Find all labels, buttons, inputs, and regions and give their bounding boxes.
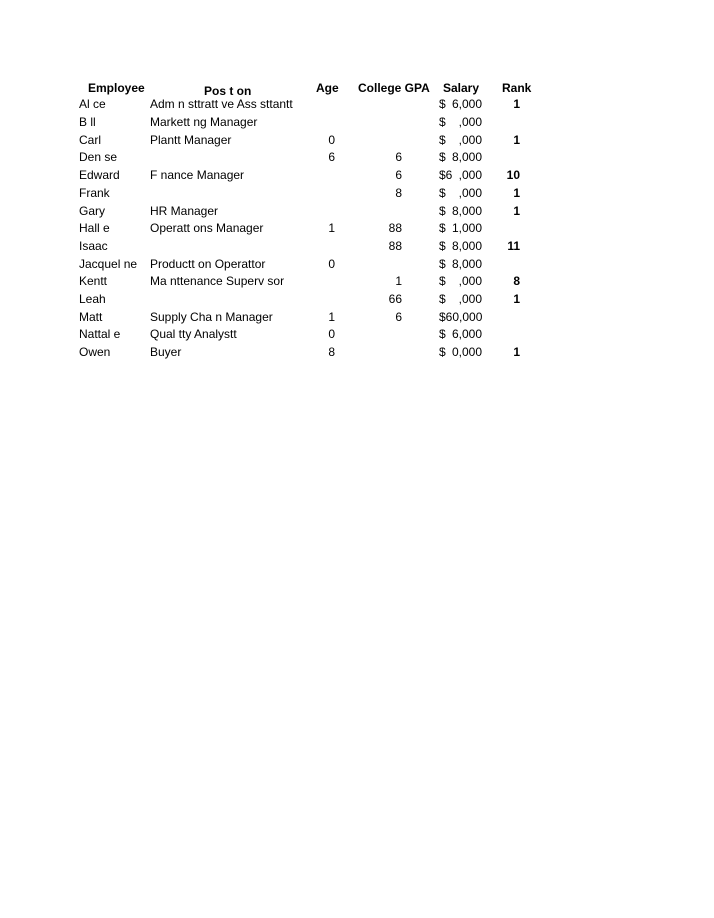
table-row: [0, 326, 714, 343]
employee-name-cell: Den se: [79, 150, 118, 164]
header-rank: Rank: [502, 81, 532, 95]
rank-cell: 1: [513, 133, 520, 147]
salary-currency-cell: $: [439, 327, 446, 341]
salary-currency-cell: $: [439, 274, 446, 288]
employee-name-cell: Carl: [79, 133, 102, 147]
rank-cell: 1: [513, 97, 520, 111]
college-gpa-cell: 66: [388, 292, 402, 306]
header-age: Age: [316, 81, 339, 95]
salary-amount-cell: 1,000: [451, 221, 482, 235]
salary-currency-cell: $6: [439, 168, 453, 182]
salary-currency-cell: $: [439, 292, 446, 306]
position-cell: Supply Cha n Manager: [150, 310, 273, 324]
table-row: [0, 273, 714, 290]
college-gpa-cell: 1: [395, 274, 402, 288]
age-cell: 0: [328, 257, 335, 271]
salary-amount-cell: ,000: [458, 274, 482, 288]
age-cell: 1: [328, 310, 335, 324]
rank-cell: 1: [513, 186, 520, 200]
position-cell: Markett ng Manager: [150, 115, 258, 129]
employee-name-cell: Nattal e: [79, 327, 121, 341]
table-row: [0, 344, 714, 361]
salary-amount-cell: 0,000: [451, 345, 482, 359]
table-row: [0, 238, 714, 255]
position-cell: Operatt ons Manager: [150, 221, 264, 235]
header-salary: Salary: [443, 81, 480, 95]
table-row: [0, 256, 714, 273]
college-gpa-cell: 6: [395, 150, 402, 164]
salary-amount-cell: 8,000: [451, 150, 482, 164]
position-cell: Plantt Manager: [150, 133, 232, 147]
position-cell: Productt on Operattor: [150, 257, 266, 271]
rank-cell: 1: [513, 345, 520, 359]
position-cell: Qual tty Analystt: [150, 327, 237, 341]
salary-amount-cell: ,000: [458, 168, 482, 182]
header-college-gpa: College GPA: [358, 81, 430, 95]
table-row: [0, 149, 714, 166]
rank-cell: 11: [507, 239, 520, 253]
table-row: [0, 114, 714, 131]
salary-currency-cell: $: [439, 345, 446, 359]
salary-amount-cell: 8,000: [451, 257, 482, 271]
employee-name-cell: Kentt: [79, 274, 108, 288]
salary-currency-cell: $60,000: [439, 310, 483, 324]
college-gpa-cell: 6: [395, 310, 402, 324]
position-cell: Ma nttenance Superv sor: [150, 274, 285, 288]
position-cell: Adm n sttratt ve Ass sttantt: [150, 97, 293, 111]
rank-cell: 1: [513, 292, 520, 306]
table-row: [0, 167, 714, 184]
employee-name-cell: Jacquel ne: [79, 257, 138, 271]
college-gpa-cell: 6: [395, 168, 402, 182]
employee-name-cell: B ll: [79, 115, 96, 129]
header-position: Pos t on: [204, 84, 252, 98]
employee-name-cell: Owen: [79, 345, 111, 359]
salary-currency-cell: $: [439, 239, 446, 253]
header-employee: Employee: [88, 81, 145, 95]
age-cell: 0: [328, 133, 335, 147]
rank-cell: 8: [513, 274, 520, 288]
position-cell: F nance Manager: [150, 168, 245, 182]
employee-name-cell: Hall e: [79, 221, 110, 235]
salary-currency-cell: $: [439, 204, 446, 218]
salary-amount-cell: ,000: [458, 133, 482, 147]
college-gpa-cell: 8: [395, 186, 402, 200]
salary-currency-cell: $: [439, 115, 446, 129]
employee-name-cell: Frank: [79, 186, 110, 200]
table-row: [0, 132, 714, 149]
salary-amount-cell: ,000: [458, 186, 482, 200]
salary-currency-cell: $: [439, 97, 446, 111]
position-cell: Buyer: [150, 345, 182, 359]
college-gpa-cell: 88: [388, 221, 402, 235]
salary-amount-cell: 8,000: [451, 239, 482, 253]
salary-currency-cell: $: [439, 257, 446, 271]
age-cell: 6: [328, 150, 335, 164]
salary-currency-cell: $: [439, 133, 446, 147]
college-gpa-cell: 88: [388, 239, 402, 253]
table-row: [0, 291, 714, 308]
table-row: [0, 185, 714, 202]
salary-amount-cell: 6,000: [451, 327, 482, 341]
position-cell: HR Manager: [150, 204, 219, 218]
employee-name-cell: Leah: [79, 292, 106, 306]
age-cell: 8: [328, 345, 335, 359]
employee-name-cell: Gary: [79, 204, 106, 218]
salary-currency-cell: $: [439, 221, 446, 235]
salary-amount-cell: ,000: [458, 115, 482, 129]
employee-name-cell: Matt: [79, 310, 103, 324]
age-cell: 1: [328, 221, 335, 235]
age-cell: 0: [328, 327, 335, 341]
salary-amount-cell: 8,000: [451, 204, 482, 218]
employee-name-cell: Al ce: [79, 97, 106, 111]
rank-cell: 10: [506, 168, 520, 182]
salary-currency-cell: $: [439, 150, 446, 164]
table-row: [0, 203, 714, 220]
table-row: [0, 220, 714, 237]
rank-cell: 1: [513, 204, 520, 218]
table-row: [0, 309, 714, 326]
table-row: [0, 96, 714, 113]
salary-amount-cell: ,000: [458, 292, 482, 306]
salary-amount-cell: 6,000: [451, 97, 482, 111]
salary-currency-cell: $: [439, 186, 446, 200]
employee-name-cell: Edward: [79, 168, 120, 182]
employee-name-cell: Isaac: [79, 239, 108, 253]
